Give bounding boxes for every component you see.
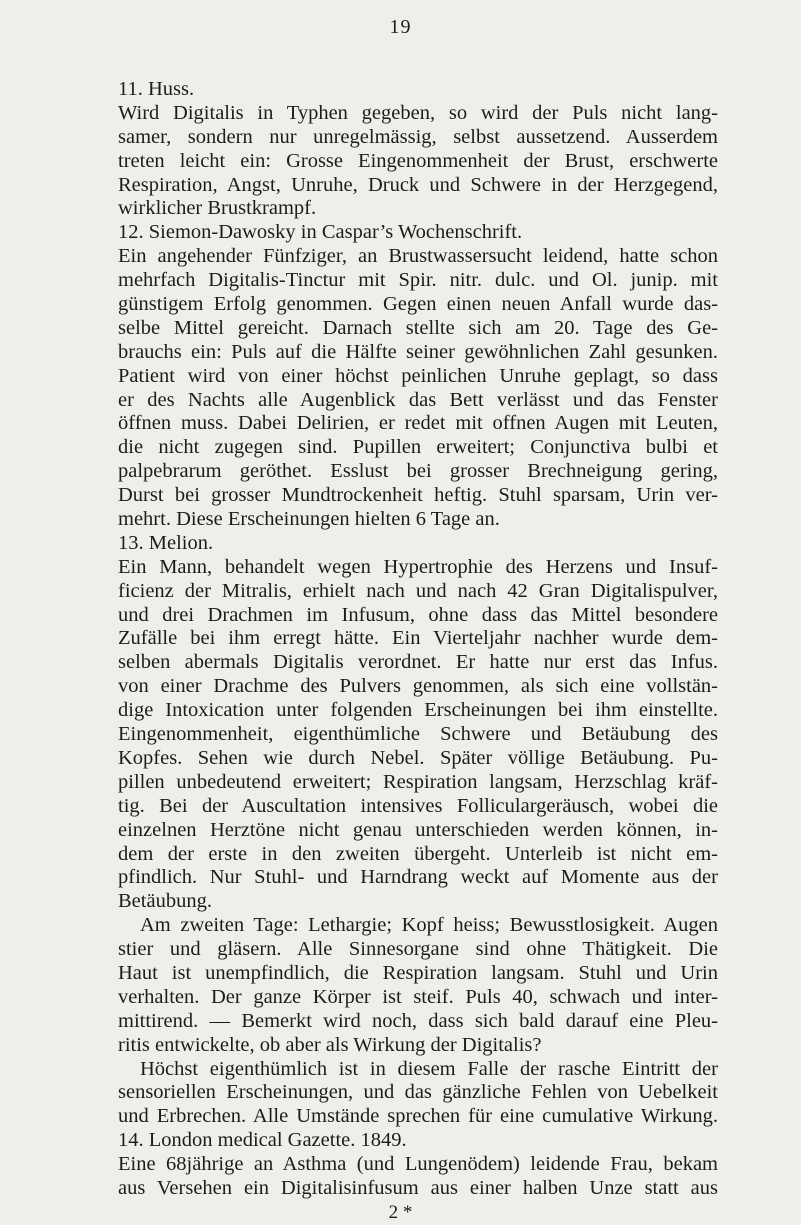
section-heading: 14. London medical Gazette. 1849. xyxy=(118,1129,407,1152)
text-line: Betäubung. xyxy=(118,890,212,913)
text-line: Patient wird von einer höchst peinlichen Unruhe geplagt, so dass xyxy=(118,364,718,387)
text-line: Am zweiten Tage: Lethargie; Kopf heiss; Bewusstlosigkeit. Augen xyxy=(140,914,718,937)
text-line: öffnen muss. Dabei Delirien, er redet mit offnen Augen mit Leuten, xyxy=(118,412,718,435)
text-line: dem der erste in den zweiten übergeht. Unterleib ist nicht em- xyxy=(118,842,718,865)
text-line: wirklicher Brustkrampf. xyxy=(118,197,317,220)
text-line: treten leicht ein: Grosse Eingenommenheit der Brust, erschwerte xyxy=(118,149,718,172)
text-line: brauchs ein: Puls auf die Hälfte seiner gewöhnlichen Zahl gesunken. xyxy=(118,340,718,363)
text-line: günstigem Erfolg genommen. Gegen einen neuen Anfall wurde das- xyxy=(118,293,718,316)
page-number: 19 xyxy=(389,16,412,38)
text-line: pfindlich. Nur Stuhl- und Harndrang weckt auf Momente aus der xyxy=(118,866,718,889)
section-heading: 13. Melion. xyxy=(118,531,214,554)
text-line: Durst bei grosser Mundtrockenheit heftig. Stuhl sparsam, Urin ver- xyxy=(118,484,718,507)
text-line: mittirend. — Bemerkt wird noch, dass sich bald darauf eine Pleu- xyxy=(118,1009,718,1032)
body-text xyxy=(118,78,718,1201)
text-line: aus Versehen ein Digitalisinfusum aus einer halben Unze statt aus xyxy=(118,1176,718,1199)
text-line: ficienz der Mitralis, erhielt nach und nach 42 Gran Digitalispulver, xyxy=(118,579,718,602)
text-line: Ein Mann, behandelt wegen Hypertrophie des Herzens und Insuf- xyxy=(118,555,718,578)
text-line: selben abermals Digitalis verordnet. Er hatte nur erst das Infus. xyxy=(118,651,718,674)
text-line: er des Nachts alle Augenblick das Bett verlässt und das Fenster xyxy=(118,388,718,411)
text-line: tig. Bei der Auscultation intensives Folliculargeräusch, wobei die xyxy=(118,794,718,817)
printer-signature: 2 * xyxy=(388,1202,413,1223)
text-line: Ein angehender Fünfziger, an Brustwassersucht leidend, hatte schon xyxy=(118,245,718,268)
text-line: mehrt. Diese Erscheinungen hielten 6 Tage an. xyxy=(118,508,500,531)
text-line: Kopfes. Sehen wie durch Nebel. Später völlige Betäubung. Pu- xyxy=(118,746,718,769)
text-line: ritis entwickelte, ob aber als Wirkung der Digitalis? xyxy=(118,1033,542,1056)
text-line: Höchst eigenthümlich ist in diesem Falle der rasche Eintritt der xyxy=(140,1057,718,1080)
text-line: stier und gläsern. Alle Sinnesorgane sind ohne Thätigkeit. Die xyxy=(118,938,718,961)
text-line: dige Intoxication unter folgenden Erscheinungen bei ihm einstellte. xyxy=(118,699,718,722)
text-line: Zufälle bei ihm erregt hätte. Ein Vierteljahr nachher wurde dem- xyxy=(118,627,718,650)
text-line: verhalten. Der ganze Körper ist steif. Puls 40, schwach und inter- xyxy=(118,985,718,1008)
text-line: pillen unbedeutend erweitert; Respiration langsam, Herzschlag kräf- xyxy=(118,770,718,793)
text-line: und Erbrechen. Alle Umstände sprechen für eine cumulative Wirkung. xyxy=(118,1105,718,1128)
text-line: mehrfach Digitalis-Tinctur mit Spir. nitr. dulc. und Ol. junip. mit xyxy=(118,269,718,292)
text-line: Wird Digitalis in Typhen gegeben, so wird der Puls nicht lang- xyxy=(118,101,718,124)
text-line: palpebrarum geröthet. Esslust bei grosser Brechneigung gering, xyxy=(118,460,718,483)
section-heading: 12. Siemon-Dawosky in Caspar’s Wochenschrift. xyxy=(118,221,523,244)
text-line: samer, sondern nur unregelmässig, selbst aussetzend. Ausserdem xyxy=(118,125,718,148)
text-line: von einer Drachme des Pulvers genommen, als sich eine vollstän- xyxy=(118,675,718,698)
text-line: Respiration, Angst, Unruhe, Druck und Schwere in der Herzgegend, xyxy=(118,173,718,196)
text-line: sensoriellen Erscheinungen, und das gänzliche Fehlen von Uebelkeit xyxy=(118,1081,718,1104)
text-line: Eingenommenheit, eigenthümliche Schwere und Betäubung des xyxy=(118,723,718,746)
text-line: die nicht zugegen sind. Pupillen erweitert; Conjunctiva bulbi et xyxy=(118,436,718,459)
text-line: Haut ist unempfindlich, die Respiration langsam. Stuhl und Urin xyxy=(118,961,718,984)
section-heading: 11. Huss. xyxy=(118,78,195,100)
text-line: selbe Mittel gereicht. Darnach stellte sich am 20. Tage des Ge- xyxy=(118,316,718,339)
text-line: einzelnen Herztöne nicht genau unterschieden werden können, in- xyxy=(118,818,718,841)
text-line: Eine 68jährige an Asthma (und Lungenödem) leidende Frau, bekam xyxy=(118,1153,718,1176)
text-line: und drei Drachmen im Infusum, ohne dass das Mittel besondere xyxy=(118,603,718,626)
